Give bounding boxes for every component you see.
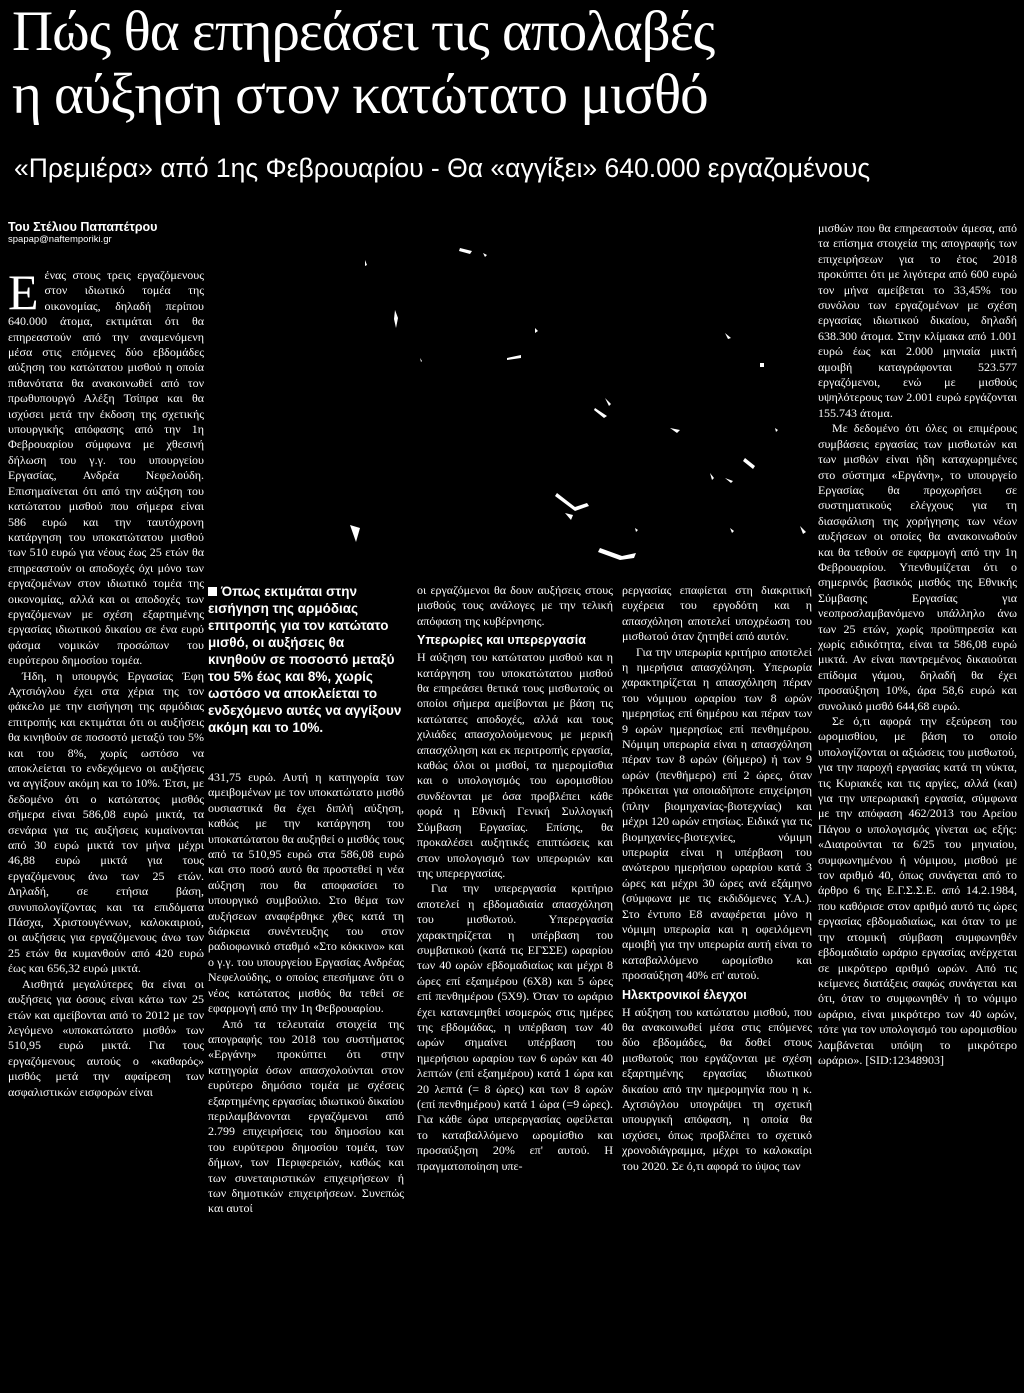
paragraph: Εένας στους τρεις εργαζόμενους στον ιδιωτικό τομέα της οικονομίας, δηλαδή περίπου 640.000 άτομα, εκτιμάται ότι θα επηρεαστούν από την αναμενόμενη μέσα στις επόμενες δύο εβδομάδες αύξηση του κατώτατου μισθού η οποία πιθανότατα θα ανακοινωθεί από τον πρωθυπουργό Αλέξη Τσίπρα και θα ισχύσει μετά την έκδοση της σχετικής υπουργικής απόφασης από την 1η Φεβρουαρίου σύμφωνα με χθεσινή δήλωση του γ.γ. του υπουργείου Εργασίας, Ανδρέα Νεφελούδη. Επισημαίνεται ότι από την αύξηση του κατώτατου μισθού που σήμερα είναι 586 ευρώ και την ταυτόχρονη κατάργηση του υποκατώτατου μισθού των 510 ευρώ για νέους έως 25 ετών θα επηρεαστούν οι αποδοχές όχι μόνο των εργαζομένων στον ιδιωτικό τομέα της οικονομίας, αλλά και οι αποδοχές των εργαζόμενων με σχέση εξαρτημένης εργασίας ιδιωτικού δικαίου σε ένα ευρύ φάσμα νομικών προσώπων του ευρύτερου δημοσίου τομέα.	[8, 264, 204, 668]
article-column-2	[208, 770, 404, 1217]
subheadline: «Πρεμιέρα» από 1ης Φεβρουαρίου - Θα «αγγίξει» 640.000 εργαζομένους	[14, 153, 871, 183]
photo-speckles	[205, 228, 815, 573]
paragraph: Αισθητά μεγαλύτερες θα είναι οι αυξήσεις για όσους είναι κάτω των 25 ετών και αμείβονται από το 2012 με τον λεγόμενο «υποκατώτατο μισθό» των 510,95 ευρώ μικτά. Για τους εργαζόμενους αυτούς ο «καθαρός» μισθός μετά την αφαίρεση των ασφαλιστικών εισφορών είναι	[8, 976, 204, 1099]
paragraph: μισθών που θα επηρεαστούν άμεσα, από τα επίσημα στοιχεία της απογραφής των επιχειρήσεων για το έτος 2018 προκύπτει ότι με λιγότερα από 600 ευρώ τον μήνα αμείβεται το 33,45% του συνόλου των εργαζομένων με σχέση εργασίας ιδιωτικού δικαίου, δηλαδή 638.300 άτομα. Στην κλίμακα από 1.001 ευρώ έως και 2.000 μηνιαία μικτή αμοιβή καταγράφονται 523.577 εργαζόμενοι, ενώ με μισθούς υψηλότερους των 2.001 ευρώ εργάζονται 155.743 άτομα.	[818, 221, 1018, 420]
article-column-1	[8, 264, 204, 1100]
article-column-3	[417, 583, 613, 1174]
paragraph: Ήδη, η υπουργός Εργασίας Έφη Αχτσιόγλου έχει στα χέρια της τον φάκελο με την εισήγηση της αρμόδιας επιτροπής και εκτιμάται ότι οι αυξήσεις θα κινηθούν σε ποσοστό μεταξύ του 5% και του 8%, χωρίς ωστόσο να αποκλείεται το ενδεχόμενο οι αυξήσεις να αγγίξουν ακόμη και το 10%. Έτσι, με δεδομένο ότι ο κατώτατος μισθός σήμερα είναι 586,08 ευρώ μικτά, τα σενάρια για τις αυξήσεις κυμαίνονται από 30 ευρώ μικτά τον μήνα μέχρι 46,88 ευρώ μικτά για τους εργαζόμενους άνω των 25 ετών. Δηλαδή, σε ετήσια βάση, συνυπολογίζοντας και τα επιδόματα Πάσχα, Χριστουγέννων, καλοκαιριού, οι αυξήσεις για εργαζόμενους άνω των 25 ετών θα κυμανθούν από 420 ευρώ έως και 656,32 ευρώ μικτά.	[8, 668, 204, 976]
bullet-square-icon	[208, 587, 217, 596]
pullquote-text: Όπως εκτιμάται στην εισήγηση της αρμόδιας επιτροπής για τον κατώτατο μισθό, οι αυξήσεις θα κινηθούν σε ποσοστό μεταξύ του 5% έως και 8%, χωρίς ωστόσο να αποκλείεται το ενδεχόμενο αυτές να αγγίξουν ακόμη και το 10%.	[208, 584, 402, 735]
byline-email: spapap@naftemporiki.gr	[8, 234, 112, 245]
paragraph: ρεργασίας επαφίεται στη διακριτική ευχέρεια του εργοδότη και η απασχόληση αποτελεί υποχρέωση του μισθωτού όταν ζητηθεί από αυτόν.	[622, 583, 812, 644]
paragraph: 431,75 ευρώ. Αυτή η κατηγορία των αμειβομένων με τον υποκατώτατο μισθό ουσιαστικά θα έχει διπλή αύξηση, καθώς με την κατάργηση του υποκατώτατου θα αυξηθεί ο μισθός τους από τα 510,95 ευρώ στα 586,08 ευρώ και στο ποσό αυτό θα προστεθεί η νέα αύξηση που θα αποφασίσει το υπουργικό συμβούλιο. Στο θέμα των αυξήσεων αναφέρθηκε χθες κατά τη διάρκεια συνέντευξης του στον ραδιοφωνικό σταθμό «Στο κόκκινο» και ο γ.γ. του υπουργείου Εργασίας Ανδρέας Νεφελούδης, ο οποίος επεσήμανε ότι ο νέος κατώτατος μισθός θα τεθεί σε εφαρμογή από την 1η Φεβρουαρίου.	[208, 770, 404, 1016]
headline	[12, 0, 1017, 126]
paragraph: Η αύξηση του κατώτατου μισθού, που θα ανακοινωθεί μέσα στις επόμενες δύο εβδομάδες, θα δοθεί στους μισθωτούς που εργάζονται με σχέση εξαρτημένης εργασίας ιδιωτικού δικαίου από την ημερομηνία που η κ. Αχτσιόγλου υπογράψει τη σχετική υπουργική απόφαση, η οποία θα ισχύσει, όπως προβλέπει το σχετικό χρονοδιάγραμμα, μέχρι το καλοκαίρι του 2020. Σε ό,τι αφορά το ύψος των	[622, 1004, 812, 1173]
paragraph: Η αύξηση του κατώτατου μισθού και η κατάργηση του υποκατώτατου μισθού θα επηρεάσει θετικά τους μισθωτούς οι οποίοι σήμερα αμείβονται με βάση τις κατώτατες αποδοχές, αλλά και τους χιλιάδες απασχολούμενους με μερική απασχόληση και εκ περιτροπής εργασία, καθώς όλοι οι μισθοί, τα ημερομίσθια και ο υπολογισμός του ωρομισθίου συνδέονται με όσα προβλέπει κάθε φορά η Εθνική Γενική Συλλογική Σύμβαση Εργασίας. Επίσης, θα προκαλέσει αυξητικές επιπτώσεις και στον υπολογισμό των υπερωριών και της υπερεργασίας.	[417, 650, 613, 880]
paragraph: Από τα τελευταία στοιχεία της απογραφής του 2018 του συστήματος «Εργάνη» προκύπτει ότι στην κατηγορία όσων απασχολούνται στον ευρύτερο δημόσιο τομέα με σχέσεις εξαρτημένης εργασίας ιδιωτικού δικαίου περιλαμβάνονται εργαζόμενοι από 2.799 επιχειρήσεις του δημοσίου και του ευρύτερου δημοσίου τομέα, των δήμων, των Περιφερειών, καθώς και των συνεταιριστικών επιχειρήσεων ή των δημοτικών επιχειρήσεων. Συνεπώς και αυτοί	[208, 1016, 404, 1216]
paragraph: Για την υπερωρία κριτήριο αποτελεί η ημερήσια απασχόληση. Υπερωρία χαρακτηρίζεται η απασχόληση πέραν του νόμιμου ωραρίου των 8 ωρών ημερησίως επί 6ημέρου και πέραν των 9 ωρών ημερησίως επί πενθημέρου. Νόμιμη υπερωρία είναι η απασχόληση πέραν των 8 ωρών (6ήμερο) ή των 9 ωρών (πενθήμερο) επί 2 ώρες, όταν πρόκειται για οποιαδήποτε επιχείρηση (πλην βιομηχανίας-βιοτεχνίας) και μέχρι 120 ωρών ετησίως. Ειδικά για τις βιομηχανίες-βιοτεχνίες, νόμιμη υπερωρία είναι η υπέρβαση του ανώτερου ημερήσιου ωραρίου κατά 3 ώρες και μέχρι 30 ώρες ανά εξάμηνο (σύμφωνα με τις εκδιδόμενες Υ.Α.). Στο έντυπο Ε8 αναφέρεται μόνο η νόμιμη υπερωρία και η οφειλόμενη αμοιβή για την υπερωρία αυτή είναι το καταβαλλόμενο ωρομίσθιο και προσαύξηση 40% επ' αυτού.	[622, 644, 813, 983]
paragraph: Με δεδομένο ότι όλες οι επιμέρους συμβάσεις εργασίας των μισθωτών και των μισθών είναι ήδη καταχωρημένες στο σύστημα «Εργάνη», το υπουργείο Εργασίας θα προχωρήσει σε συστηματικούς ελέγχους για τη διασφάλιση της χορήγησης των νέων αυξήσεων οι οποίες θα ανακοινωθούν και θα τεθούν σε εφαρμογή από την 1η Φεβρουαρίου. Υπενθυμίζεται ότι ο σημερινός βασικός μισθός της Εθνικής Σύμβασης Εργασίας για νεοπροσλαμβανόμενο υπάλληλο άνω των 25 ετών, χωρίς προϋπηρεσία και χωρίς ειδικότητα, είναι τα 586,08 ευρώ μικτά. Αν είναι παντρεμένος δικαιούται επίδομα γάμου, δηλαδή θα έχει προσαύξηση 10%, άρα 58,6 ευρώ και συνολικό μισθό 644,68 ευρώ.	[818, 421, 1017, 713]
headline-line-1: Πώς θα επηρεάσει τις απολαβές	[12, 0, 715, 63]
paragraph: Για την υπερεργασία κριτήριο αποτελεί η εβδομαδιαία απασχόληση του μισθωτού. Υπερεργασία χαρακτηρίζεται η υπέρβαση του συμβατικού (κατά τις ΕΓΣΣΕ) ωραρίου των 40 ωρών εβδομαδιαίως και μέχρι 8 ώρες επί εξαημέρου (6Χ8) και 5 ώρες επί πενθημέρου (5Χ9). Όταν το ωράριο έχει κατανεμηθεί ισομερώς στις ημέρες της εβδομάδας, η υπέρβαση των 40 ωρών σημαίνει υπέρβαση του ημερήσιου ωραρίου των 6 ωρών και 40 λεπτών (επί εξαημέρου) κατά 1 ώρα και 20 λεπτά (= 8 ώρες) και των 8 ωρών (επί πενθημέρου) κατά 1 ώρα (=9 ώρες). Για κάθε ώρα υπερεργασίας οφείλεται το καταβαλλόμενο ωρομίσθιο και προσαύξηση 20% επ' αυτού. Η πραγματοποίηση υπε-	[417, 881, 613, 1173]
paragraph: οι εργαζόμενοι θα δουν αυξήσεις στους μισθούς τους ανάλογες με την τελική απόφαση της κυβέρνησης.	[417, 583, 613, 628]
photo-area	[205, 228, 815, 573]
article-column-4	[622, 583, 812, 1174]
headline-line-2: η αύξηση στον κατώτατο μισθό	[12, 63, 708, 126]
byline-author: Του Στέλιου Παπαπέτρου	[8, 220, 158, 234]
pullquote	[208, 583, 404, 736]
section-heading: Ηλεκτρονικοί έλεγχοι	[622, 987, 747, 1002]
section-heading: Υπερωρίες και υπερεργασία	[417, 633, 586, 648]
article-column-5	[818, 221, 1017, 1068]
paragraph: Σε ό,τι αφορά την εξεύρεση του ωρομισθίου, με βάση το οποίο υπολογίζονται οι αξιώσεις του μισθωτού, για την παροχή εργασίας κατά τη νύκτα, τις Κυριακές και τις αργίες, αλλά (και) για την υπερωριακή εργασία, σύμφωνα με την απόφαση 462/2013 του Αρείου Πάγου ο υπολογισμός γίνεται ως εξής: «Διαιρούνται τα 6/25 του μηνιαίου, συμφωνημένου ή νόμιμου, μισθού με τον αριθμό 40, όπως συνάγεται από το άρθρο 6 της Ε.Γ.Σ.Σ.Ε. από 14.2.1984, που καθόρισε στον αριθμό αυτό τις ώρες εργασίας εβδομαδιαίως, και όταν το με την ατομική σύμβαση συμφωνηθέν εβδομαδιαίο ωράριο εργασίας ανέρχεται σε μικρότερο αριθμό ωρών. Από τις κείμενες διατάξεις σαφώς συνάγεται και ότι, όταν το συμφωνηθέν ή το νόμιμο ωράριο, είναι μικρότερο των 40 ωρών, τότε για τον υπολογισμό του ωρομισθίου λαμβάνεται υπόψη το μικρότερο ωράριο». [SID:12348903]	[818, 714, 1017, 1067]
dropcap: Ε	[8, 264, 39, 320]
byline	[8, 220, 157, 246]
